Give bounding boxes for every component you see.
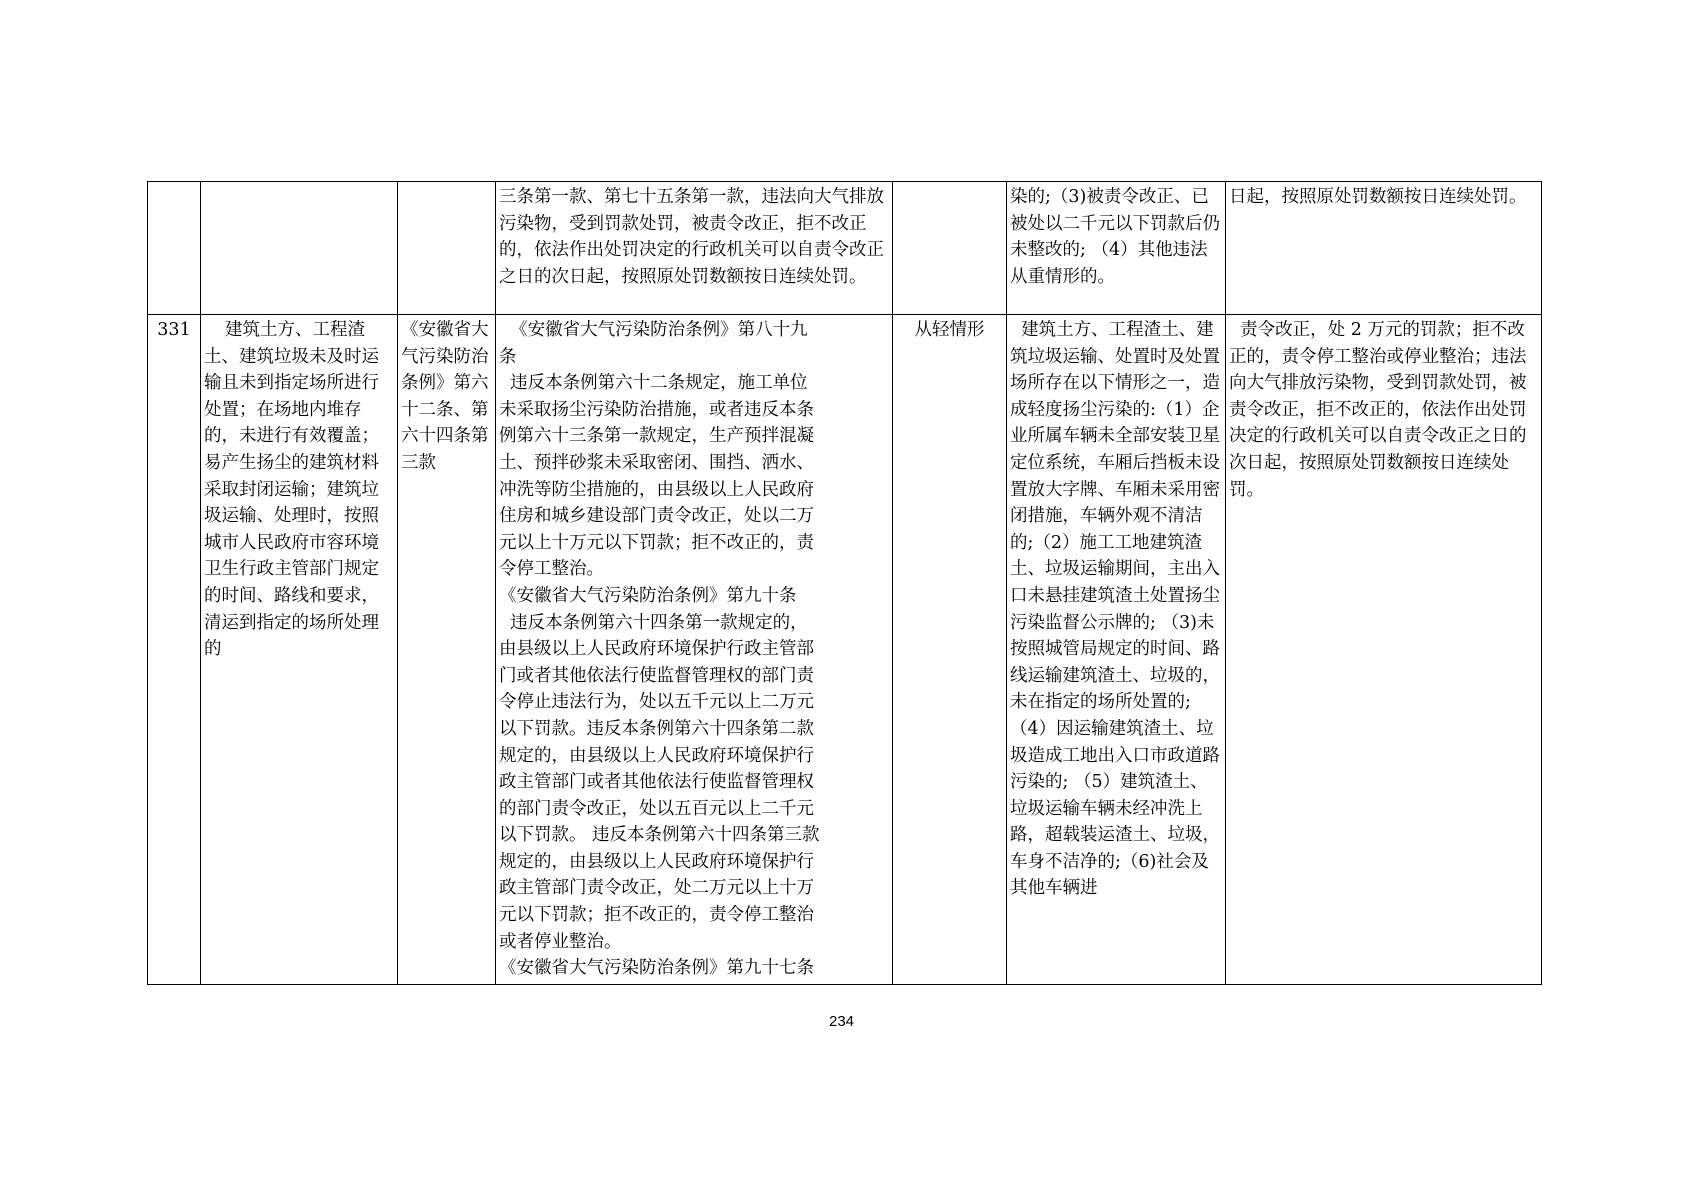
provision-line: 门或者其他依法行使监督管理权的部门责 (499, 665, 814, 686)
provision-line: 违反本条例第六十四条第一款规定的， (499, 612, 808, 633)
discretion-level-cell (893, 182, 1007, 315)
provision-line: 政主管部门或者其他依法行使监督管理权 (499, 772, 814, 793)
provision-line: 令停止违法行为，处以五千元以上二万元 (499, 692, 814, 713)
penalty-standard-table (147, 181, 1542, 985)
provision-line: 《安徽省大气污染防治条例》第八十九 (499, 320, 808, 340)
provision-line: 冲洗等防尘措施的，由县级以上人民政府 (499, 479, 814, 500)
discretion-level-cell: 从轻情形 (893, 315, 1007, 985)
provision-line: 《安徽省大气污染防治条例》第九十七条 (499, 958, 814, 979)
provision-line: 住房和城乡建设部门责令改正，处以二万 (499, 506, 814, 527)
provision-line: 或者停业整治。 (499, 931, 622, 952)
penalty-standard-cell: 责令改正，处 2 万元的罚款；拒不改正的，责令停工整治或停业整治；违法向大气排放污染物，受到罚款处罚，被责令改正，拒不改正的，依法作出处罚决定的行政机关可以自责令改正之日的次日起，按照原处罚数额按日连续处罚。 (1226, 315, 1542, 985)
circumstance-cell: 染的;（3)被责令改正、已被处以二千元以下罚款后仍未整改的; （4）其他违法从重情形的。 (1007, 182, 1226, 315)
provision-line: 例第六十三条第一款规定，生产预拌混凝 (499, 426, 814, 447)
provision-line: 未采取扬尘污染防治措施，或者违反本条 (499, 399, 814, 420)
provision-line: 由县级以上人民政府环境保护行政主管部 (499, 639, 814, 660)
provision-line: 令停工整治。 (499, 559, 604, 580)
provision-line: 土、预拌砂浆未采取密闭、围挡、洒水、 (499, 452, 814, 473)
provision-line: 规定的，由县级以上人民政府环境保护行 (499, 851, 814, 872)
provision-line: 规定的，由县级以上人民政府环境保护行 (499, 745, 814, 766)
provision-line: 元以下罚款；拒不改正的，责令停工整治 (499, 905, 814, 926)
provision-line: 以下罚款。违反本条例第六十四条第二款 (499, 718, 814, 739)
violation-item-cell (201, 182, 398, 315)
circumstance-cell: 建筑土方、工程渣土、建筑垃圾运输、处置时及处置场所存在以下情形之一，造成轻度扬尘污染的:（1）企业所属车辆未全部安装卫星定位系统，车厢后挡板未设置放大字牌、车厢未采用密闭措施，车辆外观不清洁的;（2）施工工地建筑渣土、垃圾运输期间，主出入口未悬挂建筑渣土处置扬尘污染监督公示牌的; （3)未按照城管局规定的时间、路线运输建筑渣土、垃圾的，未在指定的场所处置的; （4）因运输建筑渣土、垃圾造成工地出入口市政道路污染的; （5）建筑渣土、垃圾运输车辆未经冲洗上路，超载装运渣土、垃圾，车身不洁净的;（6)社会及其他车辆进 (1007, 315, 1226, 985)
row-number-cell (148, 182, 201, 315)
provision-line: 政主管部门责令改正，处二万元以上十万 (499, 878, 814, 899)
table-row (148, 182, 1542, 315)
provision-line: 的部门责令改正，处以五百元以上二千元 (499, 798, 814, 819)
provision-text-cell (496, 315, 893, 985)
legal-basis-cell: 《安徽省大气污染防治条例》第六十二条、第六十四条第三款 (398, 315, 496, 985)
provision-text-cell: 三条第一款、第七十五条第一款，违法向大气排放污染物，受到罚款处罚，被责令改正，拒不改正的，依法作出处罚决定的行政机关可以自责令改正之日的次日起，按照原处罚数额按日连续处罚。 (496, 182, 893, 315)
provision-line: 《安徽省大气污染防治条例》第九十条 (499, 585, 797, 606)
provision-line: 以下罚款。 违反本条例第六十四条第三款 (499, 825, 820, 846)
page-number: 234 (828, 1013, 855, 1030)
provision-line: 元以上十万元以下罚款；拒不改正的，责 (499, 532, 814, 553)
table-row (148, 315, 1542, 985)
legal-basis-cell (398, 182, 496, 315)
provision-line: 条 (499, 346, 517, 367)
violation-item-cell: 建筑土方、工程渣土、建筑垃圾未及时运输且未到指定场所进行处置；在场地内堆存的，未进行有效覆盖；易产生扬尘的建筑材料采取封闭运输；建筑垃圾运输、处理时，按照城市人民政府市容环境卫生行政主管部门规定的时间、路线和要求，清运到指定的场所处理的 (201, 315, 398, 985)
penalty-standard-cell: 日起，按照原处罚数额按日连续处罚。 (1226, 182, 1542, 315)
provision-line: 违反本条例第六十二条规定，施工单位 (499, 373, 808, 394)
row-number-cell: 331 (148, 315, 201, 985)
